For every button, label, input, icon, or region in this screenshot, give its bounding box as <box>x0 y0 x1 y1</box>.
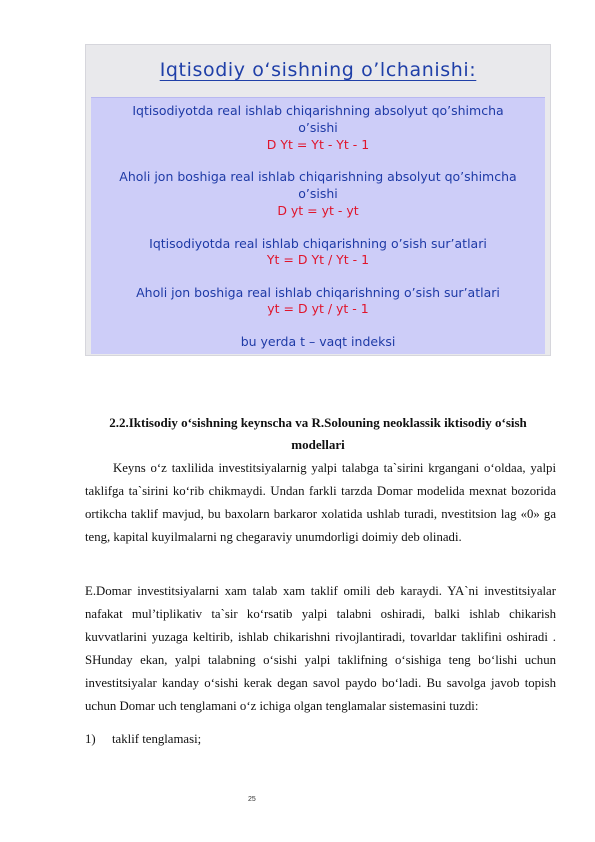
section-heading: 2.2.Iktisodiy o‘sishning keynscha va R.Solouning neoklassik iktisodiy o‘sish <box>109 415 527 430</box>
slide-line: Aholi jon boshiga real ishlab chiqarishning absolyut qo’shimcha <box>119 169 517 184</box>
slide-line: Aholi jon boshiga real ishlab chiqarishning o’sish sur’atlari <box>136 285 500 300</box>
slide-line: o’sishi <box>298 186 338 201</box>
list-text: taklif tenglamasi; <box>112 732 202 746</box>
slide-formula: yt = D yt / yt - 1 <box>267 301 369 316</box>
paragraph: E.Domar investitsiyalarni xam talab xam taklif omili deb karaydi. YA`ni investitsiyalar nafakat mul’tiplikativ ta`sir ko‘rsatib yalpi talabni oshiradi, balki ishlab chikarish kuvvatlarini yuzaga keltirib, ishlab chikarishni rivojlantiradi, tovarldar taklifini oshiradi . SHunday ekan, yalpi talabning o‘sishi yalpi taklifning o‘sishiga teng bo‘lishi uchun investitsiyalar kanday o‘sishi kerak degan savol paydo bo‘ladi. Bu savolga javob topish uchun Domar uch tenglamani o‘z ichiga olgan tenglamalar sistemasini tuzdi: <box>85 584 556 713</box>
slide-formula: D Yt = Yt - Yt - 1 <box>266 137 370 152</box>
list-number: 1) <box>85 732 96 746</box>
slide-image <box>85 44 551 356</box>
slide-formula: D yt = yt - yt <box>277 203 359 218</box>
slide-formula-panel <box>91 97 545 354</box>
slide-line: Iqtisodiyotda real ishlab chiqarishning absolyut qo’shimcha <box>132 103 504 118</box>
paragraph: Keyns o‘z taxlilida investitsiyalarnig yalpi talabga ta`sirini krgangani o‘oldaa, yalpi taklifga ta`sirini ko‘rib chikmaydi. Undan farkli tarzda Domar modelida mexnat bozorida ortikcha taklif mavjud, bu baxolarn barkaror xolatida ushlab turadi, nvestitsion lag «0» ga teng, kapital kuyilmalarni ng chegaraviy unumdorligi doimiy deb olinadi. <box>85 461 556 544</box>
slide-formula: Yt = D Yt / Yt - 1 <box>266 252 370 267</box>
slide-line: o’sishi <box>298 120 338 135</box>
page-number: 25 <box>248 796 256 803</box>
slide-line: bu yerda t – vaqt indeksi <box>240 334 396 349</box>
list-item <box>85 728 201 750</box>
slide-title: Iqtisodiy o‘sishning o’lchanishi: <box>159 59 477 81</box>
section-heading-cont: modellari <box>291 437 345 452</box>
slide-line: Iqtisodiyotda real ishlab chiqarishning o’sish sur’atlari <box>149 236 487 251</box>
